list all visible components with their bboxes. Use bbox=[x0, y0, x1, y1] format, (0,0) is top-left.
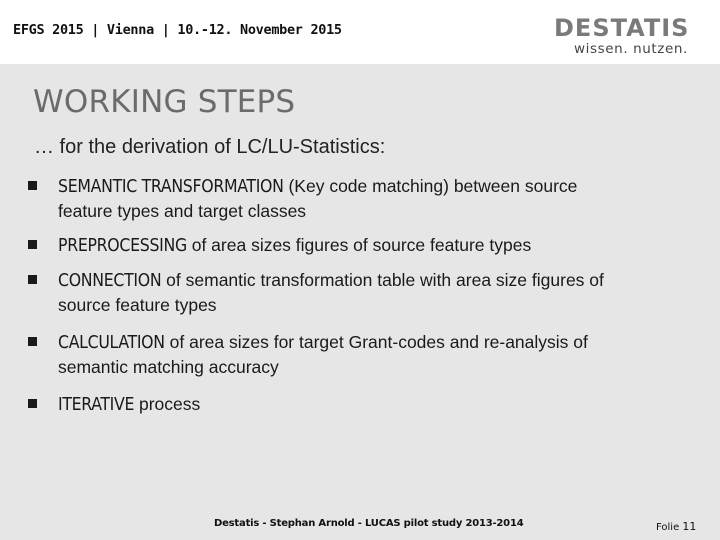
bullet-item bbox=[28, 330, 698, 379]
page-label: Folie bbox=[656, 522, 680, 533]
bullet-text: of area sizes figures of source feature types bbox=[186, 235, 532, 255]
bullet-text: process bbox=[134, 394, 201, 414]
bullet-item bbox=[28, 174, 698, 223]
bullet-text: (Key code matching) between source bbox=[283, 176, 578, 196]
bullet-item bbox=[28, 268, 698, 317]
logo-tagline: wissen. nutzen. bbox=[574, 41, 688, 57]
bullet-keyword: SEMANTIC TRANSFORMATION bbox=[58, 177, 284, 197]
bullet-keyword: ITERATIVE bbox=[58, 395, 135, 415]
conference-line: EFGS 2015 | Vienna | 10.-12. November 2015 bbox=[13, 22, 342, 38]
footer-text: Destatis - Stephan Arnold - LUCAS pilot study 2013-2014 bbox=[214, 518, 524, 529]
bullet-list bbox=[28, 174, 698, 417]
destatis-logo bbox=[548, 14, 698, 58]
page-number: 11 bbox=[682, 520, 697, 533]
bullet-text: of area sizes for target Grant-codes and re-analysis of bbox=[164, 332, 588, 352]
logo-brand: DESTATIS bbox=[554, 14, 690, 42]
square-bullet-icon bbox=[28, 240, 37, 249]
bullet-text-continued: semantic matching accuracy bbox=[58, 357, 279, 377]
slide-subtitle: … for the derivation of LC/LU-Statistics: bbox=[34, 136, 386, 158]
bullet-item bbox=[28, 233, 698, 258]
bullet-text-continued: feature types and target classes bbox=[58, 201, 307, 221]
square-bullet-icon bbox=[28, 181, 37, 190]
square-bullet-icon bbox=[28, 337, 37, 346]
slide-header bbox=[0, 0, 720, 64]
square-bullet-icon bbox=[28, 275, 37, 284]
footer-page-number bbox=[656, 520, 696, 533]
bullet-text-continued: source feature types bbox=[58, 295, 217, 315]
bullet-keyword: CONNECTION bbox=[58, 271, 162, 291]
slide-title: WORKING STEPS bbox=[33, 84, 296, 120]
bullet-keyword: PREPROCESSING bbox=[58, 236, 187, 256]
bullet-item bbox=[28, 392, 698, 417]
square-bullet-icon bbox=[28, 399, 37, 408]
bullet-keyword: CALCULATION bbox=[58, 333, 165, 353]
bullet-text: of semantic transformation table with area size figures of bbox=[161, 270, 604, 290]
